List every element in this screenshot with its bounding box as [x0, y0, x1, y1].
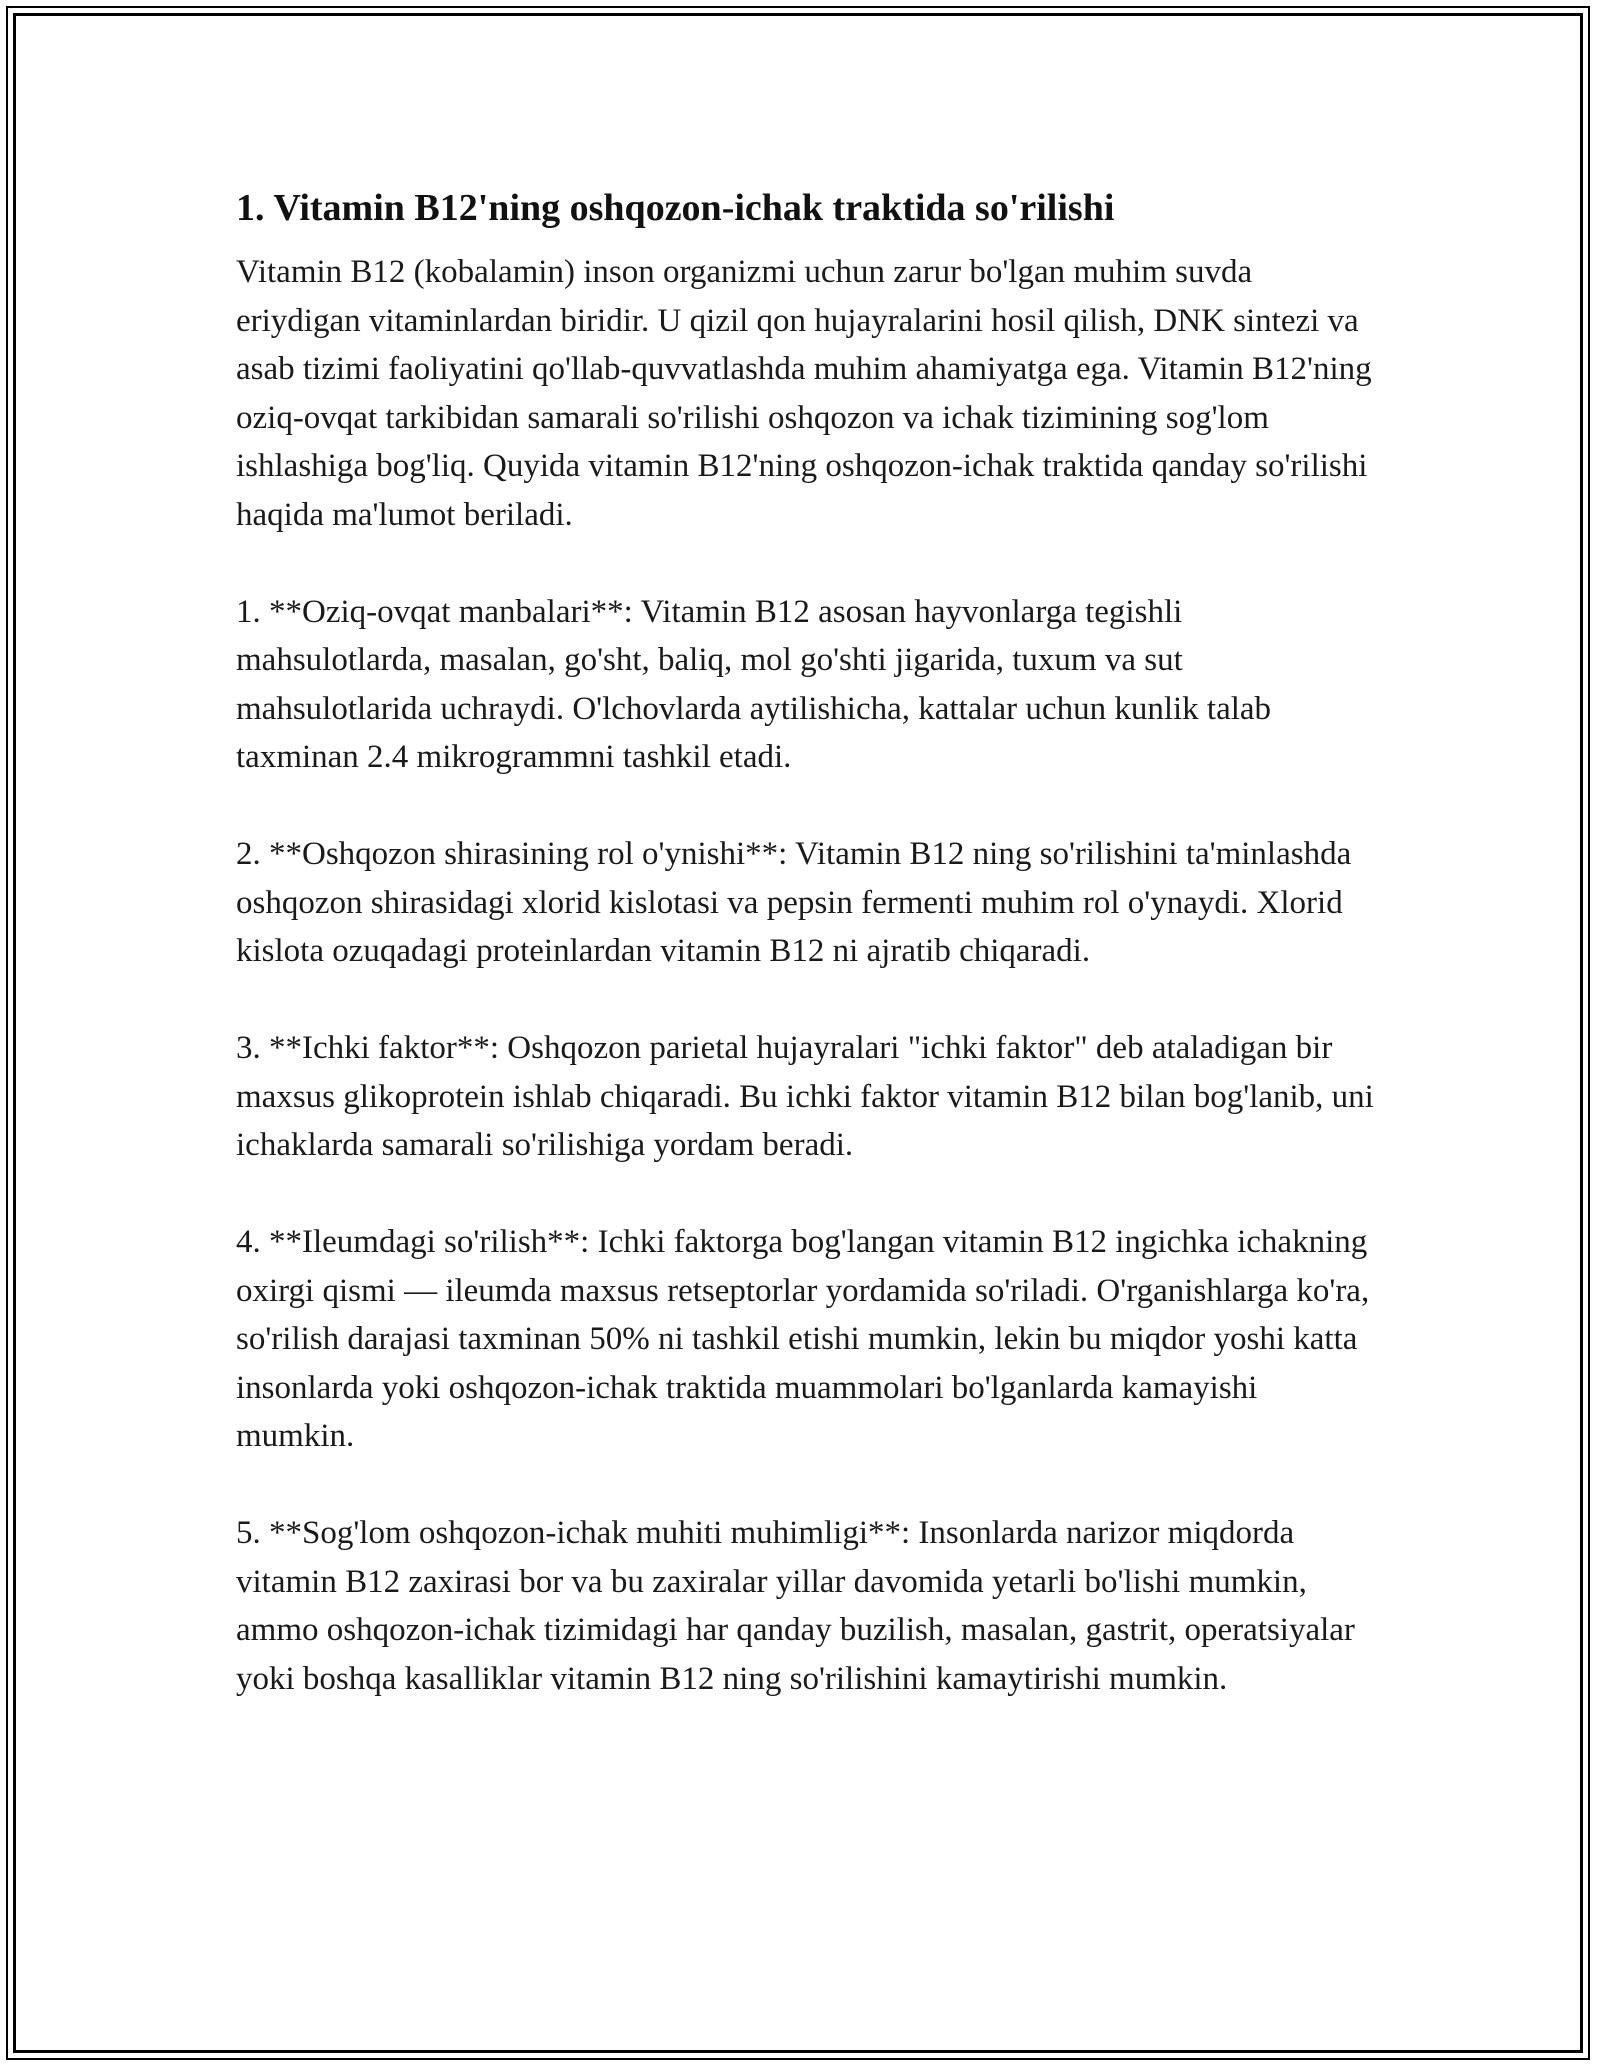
paragraph-ileum-absorption: 4. **Ileumdagi so'rilish**: Ichki faktorga bog'langan vitamin B12 ingichka ichakning oxirgi qismi — ileumda maxsus retseptorlar yordamida so'riladi. O'rganishlarga ko'ra, so'rilish darajasi taxminan 50% ni tashkil etishi mumkin, lekin bu miqdor yoshi katta insonlarda yoki oshqozon-ichak traktida muammolari bo'lganlarda kamayishi mumkin.	[236, 1224, 1370, 1454]
paragraph-intrinsic-factor: 3. **Ichki faktor**: Oshqozon parietal hujayralari "ichki faktor" deb ataladigan bir maxsus glikoprotein ishlab chiqaradi. Bu ichki faktor vitamin B12 bilan bog'lanib, uni ichaklarda samarali so'rilishiga yordam beradi.	[236, 1030, 1374, 1163]
paragraph-food-sources: 1. **Oziq-ovqat manbalari**: Vitamin B12 asosan hayvonlarga tegishli mahsulotlarda, masalan, go'sht, baliq, mol go'shti jigarida, tuxum va sut mahsulotlarida uchraydi. O'lchovlarda aytilishicha, kattalar uchun kunlik talab taxminan 2.4 mikrogrammni tashkil etadi.	[236, 593, 1272, 775]
document-body	[236, 182, 1376, 1752]
intro-paragraph: Vitamin B12 (kobalamin) inson organizmi uchun zarur bo'lgan muhim suvda eriydigan vitaminlardan biridir. U qizil qon hujayralarini hosil qilish, DNK sintezi va asab tizimi faoliyatini qo'llab-quvvatlashda muhim ahamiyatga ega. Vitamin B12'ning oziq-ovqat tarkibidan samarali so'rilishi oshqozon va ichak tizimining sog'lom ishlashiga bog'liq. Quyida vitamin B12'ning oshqozon-ichak traktida qanday so'rilishi haqida ma'lumot beriladi.	[236, 254, 1372, 533]
paragraph-healthy-gut: 5. **Sog'lom oshqozon-ichak muhiti muhimligi**: Insonlarda narizor miqdorda vitamin B12 zaxirasi bor va bu zaxiralar yillar davomida yetarli bo'lishi mumkin, ammo oshqozon-ichak tizimidagi har qanday buzilish, masalan, gastrit, operatsiyalar yoki boshqa kasalliklar vitamin B12 ning so'rilishini kamaytirishi mumkin.	[236, 1515, 1355, 1697]
paragraph-gastric-juice: 2. **Oshqozon shirasining rol o'ynishi**: Vitamin B12 ning so'rilishini ta'minlashda oshqozon shirasidagi xlorid kislotasi va pepsin fermenti muhim rol o'ynaydi. Xlorid kislota ozuqadagi proteinlardan vitamin B12 ni ajratib chiqaradi.	[236, 836, 1352, 969]
document-title: 1. Vitamin B12'ning oshqozon-ichak traktida so'rilishi	[236, 187, 1115, 229]
